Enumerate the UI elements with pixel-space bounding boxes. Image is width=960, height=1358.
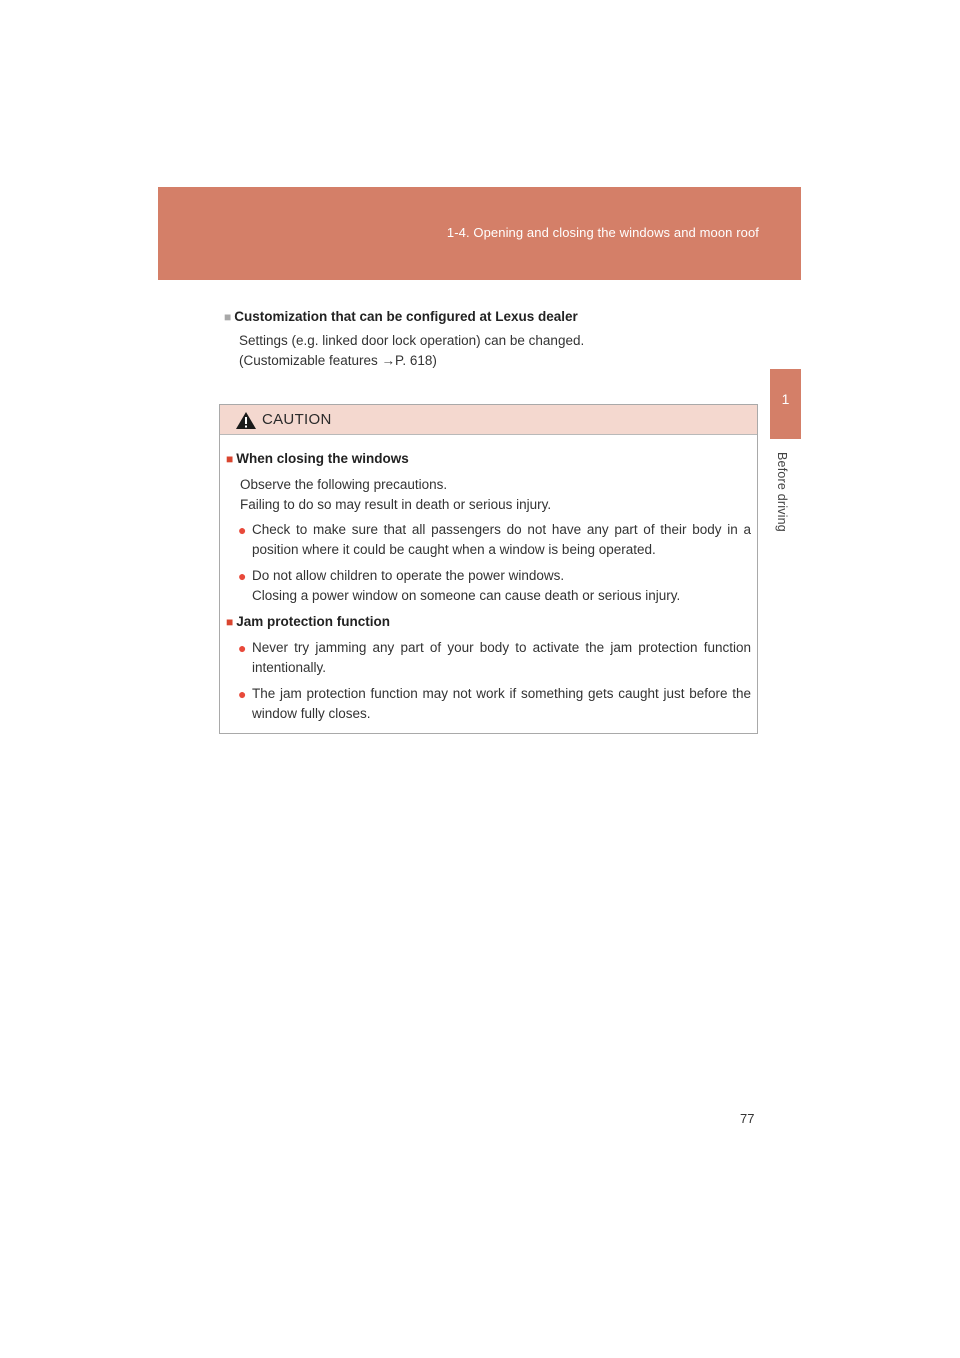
caution-box [219,404,758,734]
jam-protection-heading: ■ Jam protection function [226,614,391,629]
customization-text [239,331,754,371]
intro-line: Observe the following precautions. [240,477,448,492]
customization-reference: (Customizable features →P. 618) [239,353,437,368]
list-item: ● The jam protection function may not work if something gets caught just before the window fully closes. [238,686,751,721]
circle-bullet-icon: ● [238,640,247,656]
chapter-tab [770,369,801,439]
list-item: ● Check to make sure that all passengers do not have any part of their body in a position where it could be caught when a window is being operated. [238,522,751,557]
caution-body [220,435,757,724]
warning-triangle-icon [235,411,257,430]
list-item: ● Never try jamming any part of your body to activate the jam protection function intentionally. [238,640,751,675]
square-bullet-icon: ■ [226,452,234,466]
section-title: 1-4. Opening and closing the windows and moon roof [446,225,759,240]
customization-heading: ■ Customization that can be configured at Lexus dealer [224,309,578,324]
customization-section [224,309,754,371]
circle-bullet-icon: ● [238,568,247,584]
circle-bullet-icon: ● [238,686,247,702]
square-bullet-icon: ■ [226,615,234,629]
precautions-intro [240,475,751,515]
intro-line: Failing to do so may result in death or serious injury. [240,497,552,512]
windows-heading: ■ When closing the windows [226,451,409,466]
circle-bullet-icon: ● [238,522,247,538]
square-bullet-icon: ■ [224,310,232,324]
chapter-label: Before driving [775,452,789,532]
caution-header [220,405,757,435]
page-number: 77 [740,1111,755,1126]
caution-title: CAUTION [262,411,332,428]
chapter-header-band [158,187,801,280]
chapter-number: 1 [781,391,790,407]
list-item: ● Do not allow children to operate the power windows. Closing a power window on someone can cause death or serious injury. [238,568,681,603]
customization-line: Settings (e.g. linked door lock operation) can be changed. [239,333,585,348]
